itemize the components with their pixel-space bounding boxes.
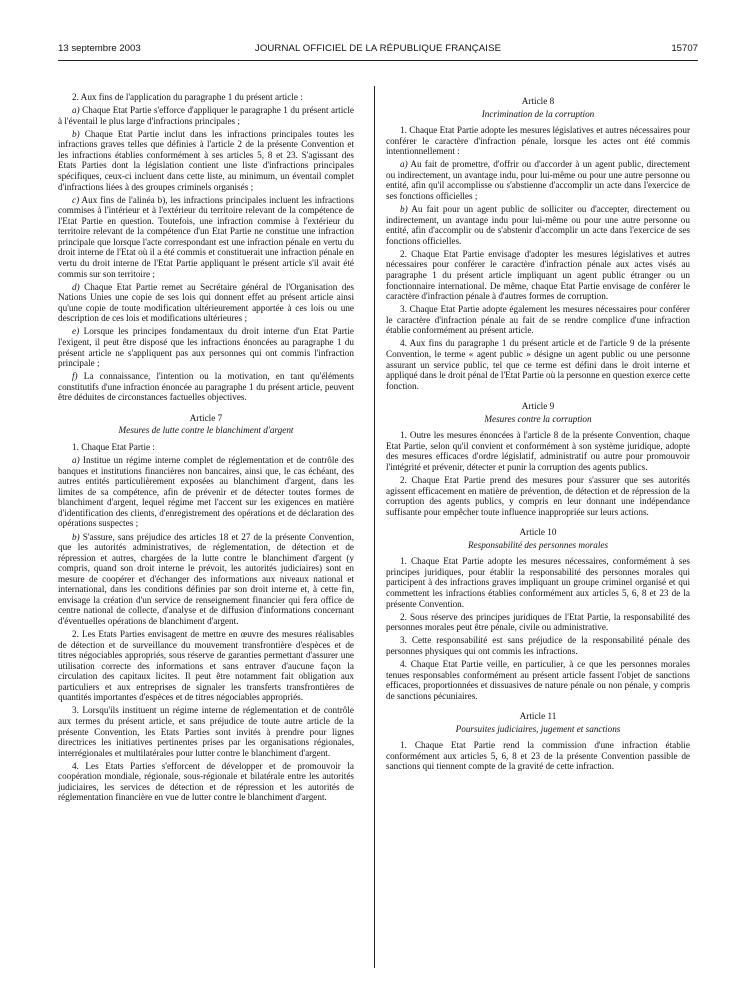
art7-p1: 1. Chaque Etat Partie : bbox=[72, 441, 155, 452]
item-e: e) Lorsque les principes fondamentaux du droit interne d'un Etat Partie l'exigent, il peut être disposé que les infractions énoncées au paragraphe 1 du présent article ne s'appliquent pas aux personnes qui ont commis l'infraction principale ; bbox=[58, 326, 354, 369]
item-d: d) Chaque Etat Partie remet au Secrétaire général de l'Organisation des Nations Unies une copie de ses lois qui donnent effet au présent article ainsi qu'une copie de toute modification ultérieurement apportée à ces lois ou une description de ces lois et modifications ultérieures ; bbox=[58, 281, 354, 324]
item-f: f) La connaissance, l'intention ou la motivation, en tant qu'éléments constitutifs d'une infraction énoncée au paragraphe 1 du présent article, peuvent être déduites de circonstances factuelles objectives. bbox=[58, 371, 354, 403]
art10-p3: 3. Cette responsabilité est sans préjudice de la responsabilité pénale des personnes physiques qui ont commis les infractions. bbox=[386, 635, 690, 656]
art8-p4: 4. Aux fins du paragraphe 1 du présent article et de l'article 9 de la présente Convention, le terme « agent public » désigne un agent public ou une personne assurant un service public, tel que ce terme est défini dans le droit interne et appliqué dans le droit pénal de l'Etat Partie où la personne en question exerce cette fonction. bbox=[386, 338, 690, 391]
art9-p1: 1. Outre les mesures énoncées à l'article 8 de la présente Convention, chaque Etat Partie, selon qu'il convient et conformément à son système juridique, adopte des mesures efficaces d'ordre législatif, administratif ou autre pour promouvoir l'intégrité et prévenir, détecter et punir la corruption des agents publics. bbox=[386, 430, 690, 472]
article-11-heading: Article 11 bbox=[519, 711, 557, 722]
art11-p1: 1. Chaque Etat Partie rend la commission d'une infraction établie conformément aux articles 5, 6, 8 et 23 de la présente Convention passible de sanctions qui tiennent compte de la gravité de cette infraction. bbox=[386, 740, 690, 772]
journal-title: JOURNAL OFFICIEL DE LA RÉPUBLIQUE FRANÇAISE bbox=[254, 43, 502, 54]
art8-p3: 3. Chaque Etat Partie adopte également les mesures nécessaires pour conférer le caractère d'infraction pénale au fait de se rendre complice d'une infraction établie conformément au présent article. bbox=[386, 304, 690, 336]
column-divider bbox=[374, 86, 375, 968]
item-a: a) Chaque Etat Partie s'efforce d'appliquer le paragraphe 1 du présent article à l'éventail le plus large d'infractions principales ; bbox=[58, 105, 354, 126]
art7-p2: 2. Les Etats Parties envisagent de mettre en œuvre des mesures réalisables de détection et de surveillance du mouvement transfrontière d'espèces et de titres négociables appropriés, sous réserve de garanties permettant d'assurer une utilisation correcte des informations et sans entraver d'aucune façon la circulation des capitaux licites. Il peut être notamment fait obligation aux particuliers et aux entreprises de signaler les transferts transfrontières de quantités importantes d'espèces et de titres négociables appropriés. bbox=[58, 629, 354, 703]
art8-p1: 1. Chaque Etat Partie adopte les mesures législatives et autres nécessaires pour conférer le caractère d'infraction pénale, lorsque les actes ont été commis intentionnellement : bbox=[386, 125, 690, 157]
article-11-title: Poursuites judiciaires, jugement et sanctions bbox=[455, 723, 621, 734]
header-rule bbox=[58, 60, 698, 61]
page-header bbox=[58, 43, 698, 57]
art7-a: a) Institue un régime interne complet de réglementation et de contrôle des banques et institutions financières non bancaires, ainsi que, le cas échéant, des autres entités particulièrement exposées au blanchiment d'argent, dans les limites de sa compétence, afin de prévenir et de détecter toutes formes de blanchiment d'argent, lequel régime met l'accent sur les exigences en matière d'identification des clients, d'enregistrement des opérations et de déclaration des opérations suspectes ; bbox=[58, 455, 354, 529]
article-10-title: Responsabilité des personnes morales bbox=[467, 539, 609, 550]
art8-b: b) Au fait pour un agent public de solliciter ou d'accepter, directement ou indirectement, un avantage indu pour lui-même ou pour une autre personne ou entité, afin d'accomplir ou de s'abstenir d'accomplir un acte dans l'exercice de ses fonctions officielles. bbox=[386, 204, 690, 246]
art7-b: b) S'assure, sans préjudice des articles 18 et 27 de la présente Convention, que les autorités administratives, de réglementation, de détection et de répression et autres, chargées de la lutte contre le blanchiment d'argent (y compris, quand son droit interne le prévoit, les autorités judiciaires) sont en mesure de coopérer et d'échanger des informations aux niveaux national et international, dans les conditions définies par son droit interne et, à cette fin, envisage la création d'un service de renseignement financier qui fera office de centre national de collecte, d'analyse et de diffusion d'informations concernant d'éventuelles opérations de blanchiment d'argent. bbox=[58, 531, 354, 626]
art10-p4: 4. Chaque Etat Partie veille, en particulier, à ce que les personnes morales tenues responsables conformément au présent article fassent l'objet de sanctions efficaces, proportionnées et dissuasives de nature pénale ou non pénale, y compris de sanctions pécuniaires. bbox=[386, 659, 690, 701]
left-column bbox=[58, 92, 354, 803]
art7-p3: 3. Lorsqu'ils instituent un régime interne de réglementation et de contrôle aux termes du présent article, et sans préjudice de toute autre article de la présente Convention, les Etats Parties sont invités à prendre pour lignes directrices les initiatives pertinentes prises par les organisations régionales, interrégionales et multilatérales pour lutter contre le blanchiment d'argent. bbox=[58, 705, 354, 758]
header-date: 13 septembre 2003 bbox=[58, 43, 141, 54]
art8-a: a) Au fait de promettre, d'offrir ou d'accorder à un agent public, directement ou indirectement, un avantage indu, pour lui-même ou pour une autre personne ou entité, afin qu'il accomplisse ou s'abstienne d'accomplir un acte dans l'exercice de ses fonctions officielles ; bbox=[386, 159, 690, 201]
article-9-heading: Article 9 bbox=[521, 401, 555, 412]
right-column bbox=[386, 92, 690, 772]
art8-p2: 2. Chaque Etat Partie envisage d'adopter les mesures législatives et autres nécessaires pour conférer le caractère d'infraction pénale aux actes visés au paragraphe 1 du présent article impliquant un agent public étranger ou un fonctionnaire international. De même, chaque Etat Partie envisage de conférer le caractère d'infraction pénale à d'autres formes de corruption. bbox=[386, 248, 690, 302]
art10-p1: 1. Chaque Etat Partie adopte les mesures nécessaires, conformément à ses principes juridiques, pour établir la responsabilité des personnes morales qui participent à des infractions graves impliquant un groupe criminel organisé et qui commettent les infractions établies conformément aux articles 5, 6, 8 et 23 de la présente Convention. bbox=[386, 556, 690, 609]
item-c: c) Aux fins de l'alinéa b), les infractions principales incluent les infractions commises à l'intérieur et à l'extérieur du territoire relevant de la compétence de l'Etat Partie en question. Toutefois, une infraction commise à l'extérieur du territoire relevant de la compétence d'un Etat Partie ne constitue une infraction principale que lorsque l'acte correspondant est une infraction pénale en vertu du droit interne de l'Etat où il a été commis et constituerait une infraction pénale en vertu du droit interne de l'Etat Partie appliquant le présent article s'il avait été commis sur son territoire ; bbox=[58, 194, 354, 279]
article-8-heading: Article 8 bbox=[521, 96, 555, 106]
art9-p2: 2. Chaque Etat Partie prend des mesures pour s'assurer que ses autorités agissent efficacement en matière de prévention, de détection et de répression de la corruption des agents publics, y compris en leur donnant une indépendance suffisante pour empêcher toute influence inappropriée sur leurs actions. bbox=[386, 475, 690, 517]
article-9-title: Mesures contre la corruption bbox=[484, 413, 592, 424]
art10-p2: 2. Sous réserve des principes juridiques de l'Etat Partie, la responsabilité des personnes morales peut être pénale, civile ou administrative. bbox=[386, 611, 690, 633]
article-8-title: Incrimination de la corruption bbox=[481, 108, 595, 119]
article-10-heading: Article 10 bbox=[519, 527, 557, 538]
art7-p4: 4. Les Etats Parties s'efforcent de développer et de promouvoir la coopération mondiale, régionale, sous-régionale et bilatérale entre les autorités judiciaires, les services de détection et de répression et les autorités de réglementation financière en vue de lutter contre le blanchiment d'argent. bbox=[58, 760, 354, 803]
article-7-title: Mesures de lutte contre le blanchiment d'argent bbox=[118, 425, 294, 436]
item-b: b) Chaque Etat Partie inclut dans les infractions principales toutes les infractions graves telles que définies à l'article 2 de la présente Convention et les infractions établies conformément à ses articles 5, 8 et 23. S'agissant des Etats Parties dont la législation contient une liste d'infractions principales spécifiques, ceux-ci incluent dans cette liste, au minimum, un éventail complet d'infractions liées à des groupes criminels organisés ; bbox=[58, 128, 354, 192]
intro-paragraph: 2. Aux fins de l'application du paragraphe 1 du présent article : bbox=[72, 92, 303, 102]
page-number: 15707 bbox=[671, 43, 698, 54]
article-7-heading: Article 7 bbox=[189, 412, 223, 423]
